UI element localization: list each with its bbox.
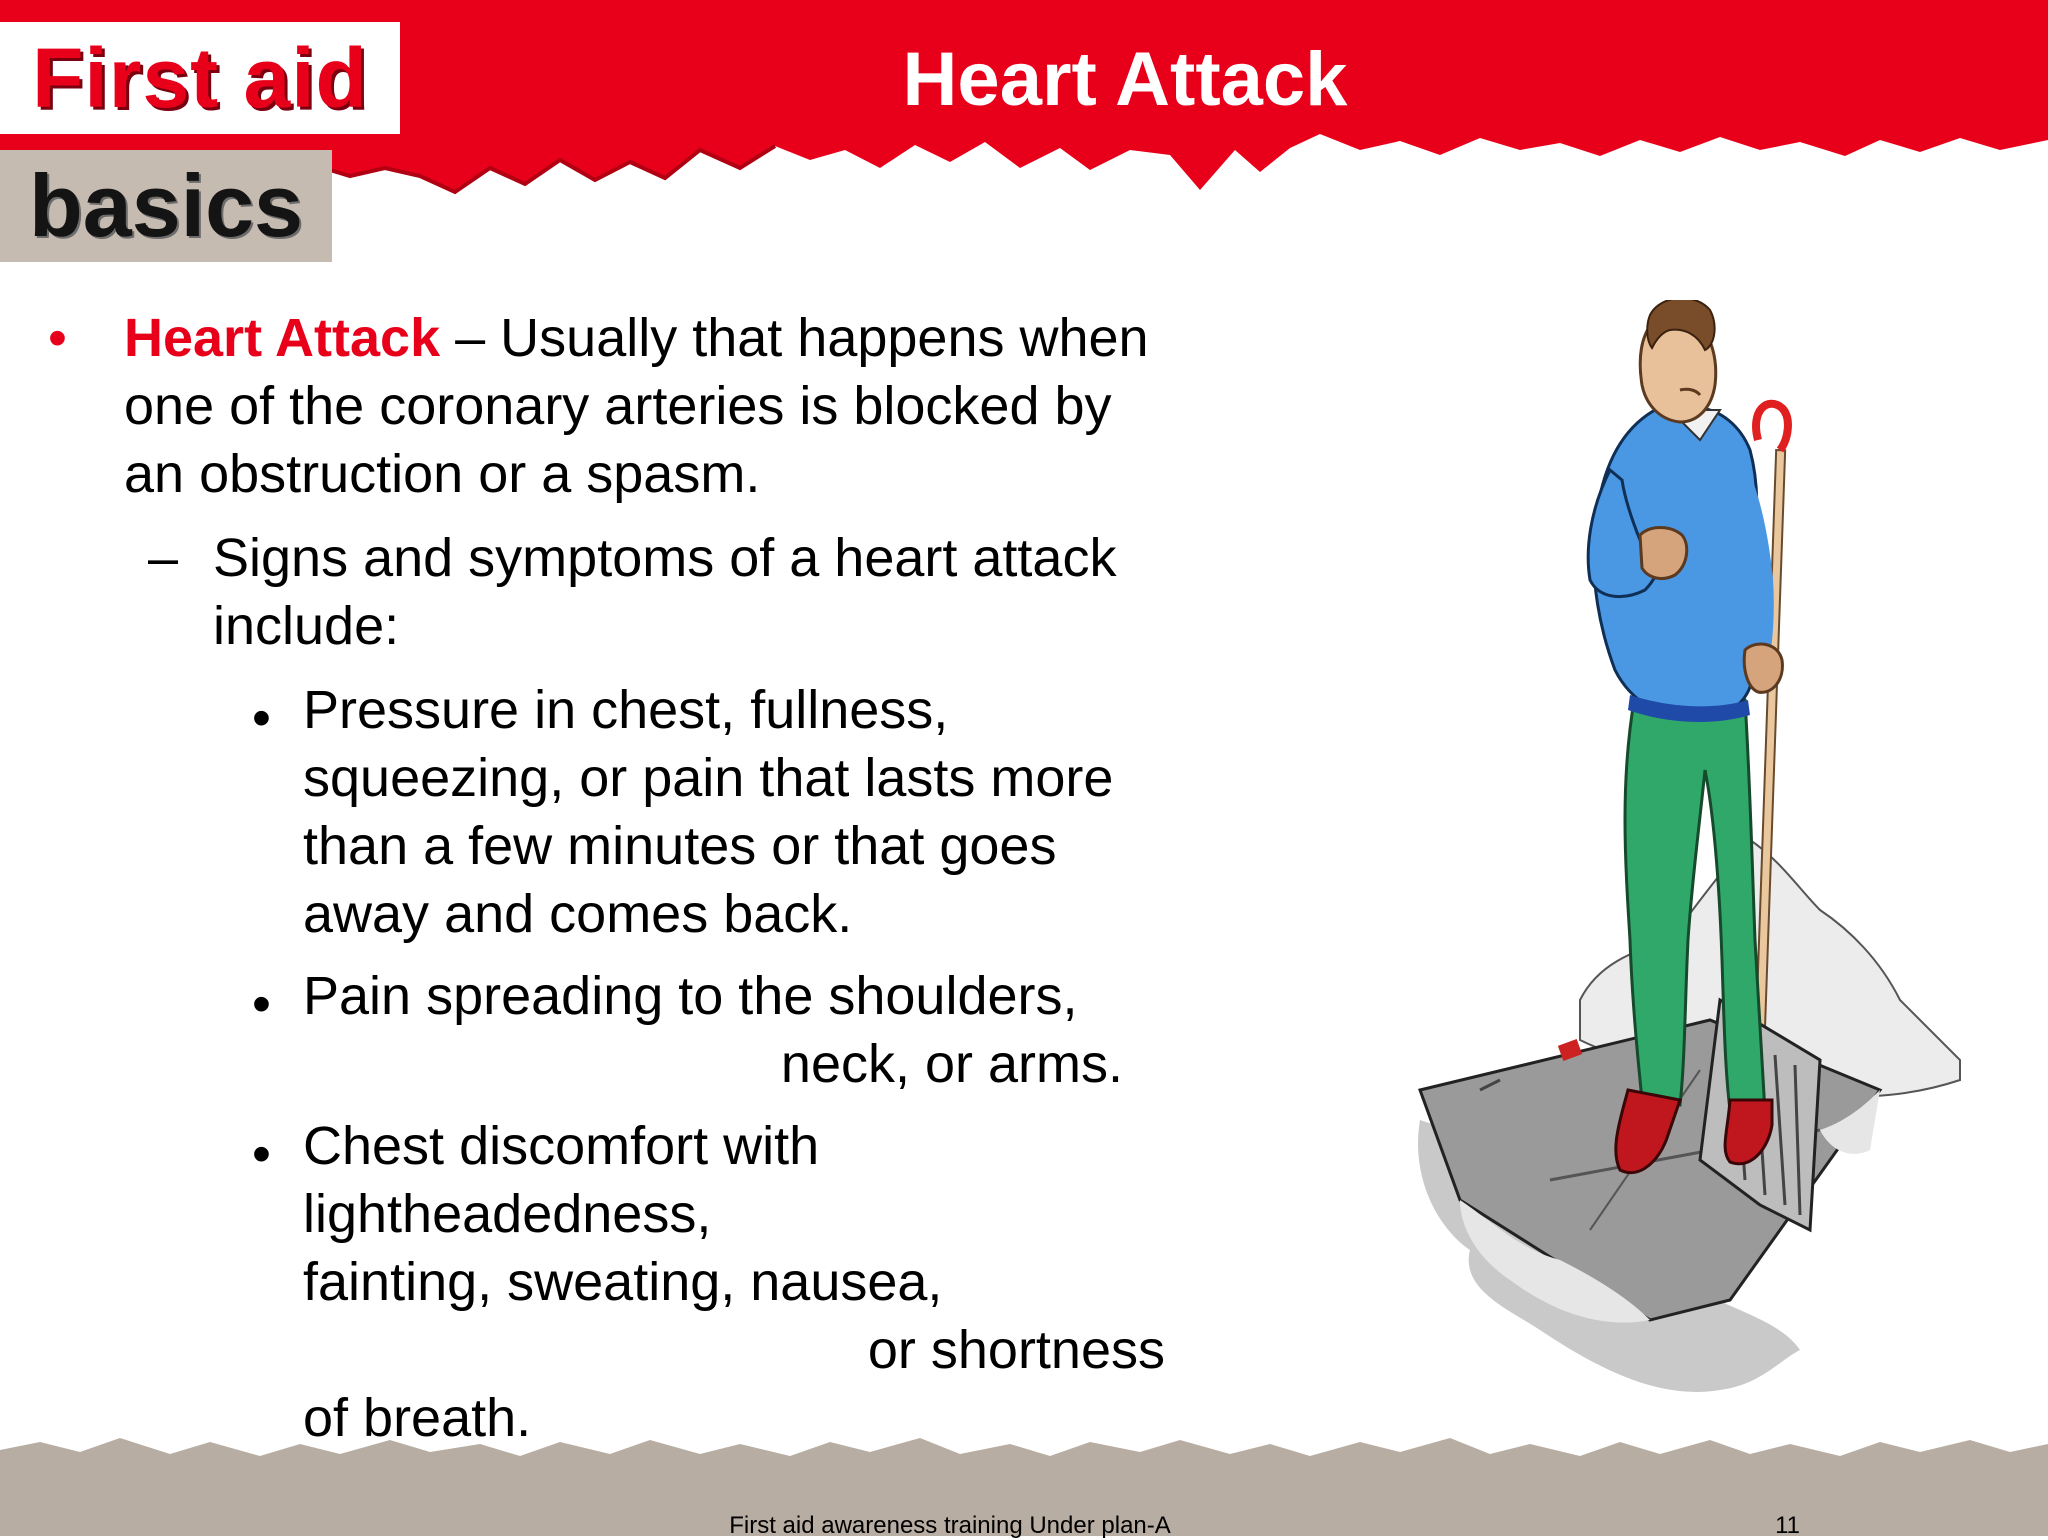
symptom-item — [303, 962, 1123, 1098]
logo-line1: First aid — [32, 30, 368, 125]
symptom-line: of breath. — [303, 1388, 532, 1448]
logo-line2: basics — [29, 156, 303, 255]
symptom-line: than a few minutes or that goes — [303, 816, 1057, 876]
slide-title: Heart Attack — [902, 37, 1348, 122]
symptom-line: Pressure in chest, fullness, — [303, 680, 949, 740]
sub-bullet-text — [213, 524, 1213, 660]
page-number: 11 — [1775, 1512, 1800, 1539]
bullet-icon: • — [48, 308, 67, 368]
main-bullet-line2: one of the coronary arteries is blocked by — [124, 376, 1112, 436]
symptom-item — [303, 1112, 1165, 1452]
symptom-line: Pain spreading to the shoulders, — [303, 966, 1078, 1026]
footer-text: First aid awareness training Under plan-A — [729, 1512, 1171, 1539]
symptom-line: fainting, sweating, nausea, — [303, 1252, 943, 1312]
symptom-item — [303, 676, 1203, 948]
sub-bullet-line2: include: — [213, 596, 400, 656]
symptom-line: away and comes back. — [303, 884, 853, 944]
main-bullet-highlight: Heart Attack — [124, 308, 441, 368]
main-bullet-line3: an obstruction or a spasm. — [124, 444, 761, 504]
main-bullet-text — [124, 304, 1224, 508]
bullet-icon: • — [252, 688, 271, 748]
dash-icon: – — [148, 528, 179, 588]
main-bullet-line1: – Usually that happens when — [440, 308, 1149, 368]
symptom-line: or shortness — [867, 1320, 1165, 1380]
man-shoveling-snow-icon — [1400, 300, 1980, 1420]
logo-basics — [0, 150, 332, 262]
symptom-line: Chest discomfort with — [303, 1116, 820, 1176]
symptom-line: squeezing, or pain that lasts more — [303, 748, 1114, 808]
bullet-icon: • — [252, 974, 271, 1034]
bullet-icon: • — [252, 1124, 271, 1184]
sub-bullet-line1: Signs and symptoms of a heart attack — [213, 528, 1117, 588]
logo-first-aid — [0, 22, 400, 134]
symptom-line: lightheadedness, — [303, 1184, 712, 1244]
symptom-line: neck, or arms. — [780, 1034, 1123, 1094]
